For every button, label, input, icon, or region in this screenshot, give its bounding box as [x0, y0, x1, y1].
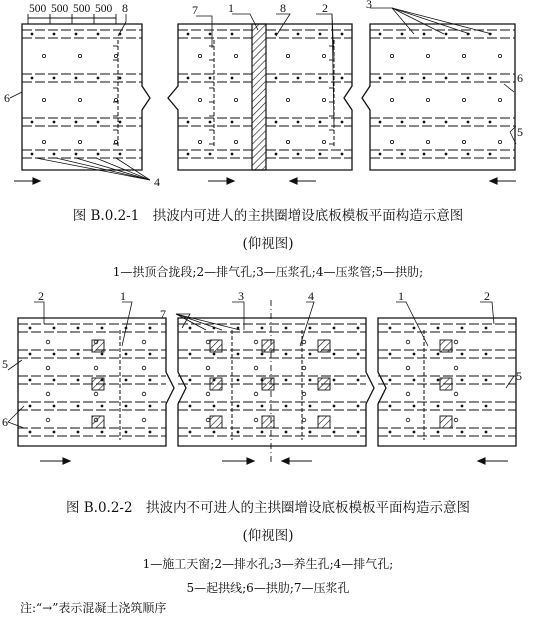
- hole-dot: [357, 379, 360, 382]
- vent-hole: [198, 98, 201, 101]
- hole-dot: [213, 353, 216, 356]
- hole-dot: [333, 327, 336, 330]
- fig1-legend: 1—拱顶合拢段;2—排气孔;3—压浆孔;4—压浆管;5—拱肋;: [112, 265, 424, 279]
- drain-hole: [206, 392, 210, 396]
- drain-hole: [142, 366, 146, 370]
- vent-hole: [42, 54, 45, 57]
- hole-dot: [75, 121, 78, 124]
- hole-dot: [53, 33, 56, 36]
- fig2-callout-6: 6: [2, 415, 8, 429]
- hole-dot: [189, 327, 192, 330]
- hole-dot: [489, 153, 492, 156]
- hole-dot: [97, 153, 100, 156]
- fig1-callout-6-left: 6: [4, 91, 10, 105]
- hole-dot: [29, 379, 32, 382]
- hole-dot: [97, 77, 100, 80]
- hole-dot: [485, 327, 488, 330]
- hole-dot: [75, 153, 78, 156]
- fig1-callout-1: 1: [228, 1, 234, 15]
- hole-dot: [445, 77, 448, 80]
- drain-hole: [406, 418, 410, 422]
- drain-hole: [254, 392, 258, 396]
- construction-window: [318, 378, 330, 390]
- drain-hole: [454, 366, 458, 370]
- hole-dot: [119, 77, 122, 80]
- hole-dot: [437, 431, 440, 434]
- hole-dot: [285, 379, 288, 382]
- hole-dot: [261, 431, 264, 434]
- drain-hole: [406, 366, 410, 370]
- hole-dot: [309, 431, 312, 434]
- hole-dot: [309, 327, 312, 330]
- hole-dot: [213, 405, 216, 408]
- hole-dot: [189, 405, 192, 408]
- hole-dot: [53, 379, 56, 382]
- hole-dot: [231, 121, 234, 124]
- hole-dot: [461, 431, 464, 434]
- hole-dot: [125, 405, 128, 408]
- hole-dot: [413, 353, 416, 356]
- hole-dot: [125, 353, 128, 356]
- drain-hole: [302, 340, 306, 344]
- hole-dot: [31, 77, 34, 80]
- drain-hole: [142, 392, 146, 396]
- figure1-plan-view: [4, 0, 523, 279]
- hole-dot: [285, 353, 288, 356]
- vent-hole: [78, 54, 81, 57]
- hole-dot: [423, 153, 426, 156]
- hole-dot: [31, 121, 34, 124]
- drain-hole: [454, 392, 458, 396]
- hole-dot: [53, 153, 56, 156]
- fig2-callout-5-right: 5: [516, 369, 522, 383]
- hole-dot: [389, 405, 392, 408]
- vent-hole: [390, 98, 393, 101]
- fig1-callout-6-right: 6: [517, 71, 523, 85]
- hole-dot: [309, 379, 312, 382]
- fig2-caption-subtitle: (仰视图): [242, 528, 294, 544]
- vent-hole: [390, 140, 393, 143]
- fig1-panel-right-outline: [362, 24, 515, 170]
- hole-dot: [413, 327, 416, 330]
- hole-dot: [53, 431, 56, 434]
- vent-hole: [234, 54, 237, 57]
- hole-dot: [189, 431, 192, 434]
- hole-dot: [275, 153, 278, 156]
- hole-dot: [379, 153, 382, 156]
- fig1-dimension-label: 500: [29, 3, 47, 15]
- hole-dot: [29, 353, 32, 356]
- fig1-callout-8-left: 8: [122, 1, 128, 15]
- hole-dot: [149, 405, 152, 408]
- hole-dot: [413, 405, 416, 408]
- construction-window: [440, 416, 452, 428]
- hole-dot: [97, 121, 100, 124]
- fig2-panel-middle-outline: [178, 318, 374, 446]
- hole-dot: [319, 121, 322, 124]
- hole-dot: [209, 121, 212, 124]
- hole-dot: [261, 327, 264, 330]
- drain-hole: [302, 392, 306, 396]
- hole-dot: [31, 153, 34, 156]
- hole-dot: [77, 405, 80, 408]
- vent-hole: [234, 140, 237, 143]
- hole-dot: [187, 121, 190, 124]
- hole-dot: [461, 405, 464, 408]
- vent-hole: [114, 140, 117, 143]
- hole-dot: [379, 77, 382, 80]
- hole-dot: [485, 431, 488, 434]
- hole-dot: [275, 121, 278, 124]
- hole-dot: [445, 33, 448, 36]
- hole-dot: [237, 379, 240, 382]
- hole-dot: [423, 121, 426, 124]
- drain-hole: [454, 418, 458, 422]
- hole-dot: [29, 431, 32, 434]
- hole-dot: [297, 153, 300, 156]
- vent-hole: [78, 98, 81, 101]
- hole-dot: [341, 77, 344, 80]
- fig1-panel-left-outline: [22, 24, 150, 170]
- hole-dot: [189, 353, 192, 356]
- vent-hole: [462, 140, 465, 143]
- hole-dot: [187, 153, 190, 156]
- drain-hole: [406, 392, 410, 396]
- fig2-pour-arrows: [40, 458, 508, 464]
- hole-dot: [149, 327, 152, 330]
- hole-dot: [75, 77, 78, 80]
- hole-dot: [53, 405, 56, 408]
- vent-hole: [286, 54, 289, 57]
- hole-dot: [101, 327, 104, 330]
- vent-hole: [426, 98, 429, 101]
- hole-dot: [357, 353, 360, 356]
- construction-window: [262, 340, 274, 352]
- drain-hole: [406, 340, 410, 344]
- hole-dot: [485, 353, 488, 356]
- hole-dot: [357, 327, 360, 330]
- construction-window: [92, 416, 104, 428]
- fig1-caption-subtitle: (仰视图): [242, 236, 294, 252]
- hole-dot: [437, 353, 440, 356]
- hole-dot: [437, 405, 440, 408]
- hole-dot: [437, 327, 440, 330]
- hole-dot: [125, 379, 128, 382]
- hole-dot: [53, 121, 56, 124]
- hole-dot: [189, 379, 192, 382]
- hole-dot: [379, 33, 382, 36]
- construction-window: [210, 416, 222, 428]
- drain-hole: [206, 418, 210, 422]
- vent-hole: [286, 98, 289, 101]
- hole-dot: [413, 379, 416, 382]
- hole-dot: [467, 121, 470, 124]
- hole-dot: [261, 353, 264, 356]
- hole-dot: [209, 33, 212, 36]
- hole-dot: [125, 431, 128, 434]
- fig2-caption-title: 图 B.0.2-2 拱波内不可进人的主拱圈增设底板模板平面构造示意图: [65, 500, 471, 516]
- hole-dot: [401, 153, 404, 156]
- hole-dot: [119, 153, 122, 156]
- hole-dot: [445, 121, 448, 124]
- hole-dot: [389, 327, 392, 330]
- hole-dot: [261, 405, 264, 408]
- fig1-dimension-label: 500: [73, 3, 91, 15]
- hole-dot: [401, 121, 404, 124]
- fig1-rib-rows: [22, 30, 515, 158]
- drain-hole: [206, 366, 210, 370]
- construction-window: [262, 378, 274, 390]
- hole-dot: [389, 353, 392, 356]
- hole-dot: [485, 405, 488, 408]
- construction-window: [440, 378, 452, 390]
- hole-dot: [341, 121, 344, 124]
- fig2-callout-2-left: 2: [38, 289, 44, 303]
- hole-dot: [29, 327, 32, 330]
- hole-dot: [231, 33, 234, 36]
- fig1-callout-2: 2: [322, 1, 328, 15]
- hole-dot: [423, 77, 426, 80]
- vent-hole: [114, 98, 117, 101]
- drain-hole: [254, 340, 258, 344]
- drain-hole: [46, 418, 50, 422]
- vent-hole: [322, 98, 325, 101]
- hole-dot: [209, 153, 212, 156]
- hole-dot: [75, 33, 78, 36]
- drain-hole: [142, 418, 146, 422]
- hole-dot: [333, 379, 336, 382]
- hole-dot: [297, 121, 300, 124]
- hole-dot: [231, 77, 234, 80]
- hole-dot: [149, 353, 152, 356]
- fig1-dimension-label: 500: [51, 3, 69, 15]
- fig1-closure-section: [252, 24, 266, 170]
- hole-dot: [285, 327, 288, 330]
- fig2-callout-1-left: 1: [120, 289, 126, 303]
- fig2-callout-4: 4: [308, 289, 314, 303]
- vent-hole: [462, 98, 465, 101]
- construction-window: [262, 416, 274, 428]
- hole-dot: [119, 121, 122, 124]
- hole-dot: [309, 405, 312, 408]
- vent-hole: [498, 54, 501, 57]
- hole-dot: [29, 405, 32, 408]
- hole-dot: [389, 379, 392, 382]
- vent-hole: [322, 54, 325, 57]
- hole-dot: [237, 405, 240, 408]
- hole-dot: [333, 353, 336, 356]
- hole-dot: [357, 431, 360, 434]
- hole-dot: [461, 379, 464, 382]
- vent-hole: [426, 54, 429, 57]
- hole-dot: [333, 405, 336, 408]
- vent-hole: [498, 98, 501, 101]
- hole-dot: [485, 379, 488, 382]
- drain-hole: [206, 340, 210, 344]
- hole-dot: [319, 77, 322, 80]
- hole-dot: [357, 405, 360, 408]
- vent-hole: [234, 98, 237, 101]
- hole-dot: [389, 431, 392, 434]
- fig2-legend-line2: 5—起拱线;6—拱肋;7—压浆孔: [186, 581, 350, 595]
- hole-dot: [275, 77, 278, 80]
- hole-dot: [489, 77, 492, 80]
- drain-hole: [46, 340, 50, 344]
- hole-dot: [401, 77, 404, 80]
- fig2-callout-7: 7: [160, 307, 166, 321]
- fig2-leader-lines: [8, 302, 514, 428]
- hole-dot: [213, 431, 216, 434]
- hole-dot: [461, 327, 464, 330]
- vent-hole: [498, 140, 501, 143]
- construction-window: [318, 416, 330, 428]
- hole-dot: [237, 431, 240, 434]
- hole-dot: [285, 431, 288, 434]
- hole-dot: [341, 33, 344, 36]
- construction-window: [440, 340, 452, 352]
- hole-dot: [149, 431, 152, 434]
- vent-hole: [198, 54, 201, 57]
- fig1-callout-3: 3: [366, 0, 372, 11]
- construction-window: [210, 340, 222, 352]
- vent-hole: [42, 98, 45, 101]
- fig2-callout-5-left: 5: [2, 357, 8, 371]
- vent-hole: [322, 140, 325, 143]
- drain-hole: [94, 366, 98, 370]
- hole-dot: [101, 431, 104, 434]
- hole-dot: [467, 153, 470, 156]
- drain-hole: [454, 340, 458, 344]
- hole-dot: [297, 77, 300, 80]
- figure2-plan-view: [2, 289, 522, 595]
- vent-hole: [286, 140, 289, 143]
- fig2-construction-windows: [92, 330, 452, 440]
- hole-dot: [149, 379, 152, 382]
- hole-dot: [209, 77, 212, 80]
- hole-dot: [77, 327, 80, 330]
- hole-dot: [53, 327, 56, 330]
- drain-hole: [142, 340, 146, 344]
- hole-dot: [319, 153, 322, 156]
- hole-dot: [401, 33, 404, 36]
- fig1-callout-5: 5: [517, 125, 523, 139]
- drain-hole: [302, 366, 306, 370]
- hole-dot: [423, 33, 426, 36]
- vent-hole: [462, 54, 465, 57]
- drain-hole: [94, 392, 98, 396]
- hole-dot: [77, 353, 80, 356]
- construction-window: [92, 378, 104, 390]
- vent-hole: [78, 140, 81, 143]
- fig2-callout-2-right: 2: [484, 289, 490, 303]
- construction-window: [210, 378, 222, 390]
- hole-dot: [77, 379, 80, 382]
- fig1-callout-7: 7: [192, 3, 198, 17]
- vent-hole: [426, 140, 429, 143]
- hole-dot: [445, 153, 448, 156]
- fig1-pour-arrows: [14, 178, 516, 184]
- hole-dot: [187, 33, 190, 36]
- hole-dot: [489, 121, 492, 124]
- vent-hole: [114, 54, 117, 57]
- fig1-dimension-label: 500: [95, 3, 113, 15]
- hole-dot: [53, 353, 56, 356]
- hole-dot: [333, 431, 336, 434]
- drain-hole: [254, 366, 258, 370]
- fig2-legend-line1: 1—施工天窗;2—排水孔;3—养生孔;4—排气孔;: [142, 557, 394, 571]
- construction-window: [92, 340, 104, 352]
- hole-dot: [31, 33, 34, 36]
- fig2-callout-3: 3: [238, 289, 244, 303]
- hole-dot: [467, 77, 470, 80]
- hole-dot: [231, 153, 234, 156]
- hole-dot: [379, 121, 382, 124]
- vent-hole: [198, 140, 201, 143]
- fig2-callout-1-right: 1: [398, 289, 404, 303]
- fig1-callout-8-right: 8: [280, 1, 286, 15]
- hole-dot: [97, 33, 100, 36]
- drain-hole: [254, 418, 258, 422]
- vent-hole: [390, 54, 393, 57]
- hole-dot: [297, 33, 300, 36]
- hole-dot: [77, 431, 80, 434]
- hole-dot: [309, 353, 312, 356]
- hole-dot: [437, 379, 440, 382]
- fig1-caption-title: 图 B.0.2-1 拱波内可进人的主拱圈增设底板模板平面构造示意图: [72, 208, 464, 224]
- hole-dot: [413, 431, 416, 434]
- hole-dot: [461, 353, 464, 356]
- hole-dot: [285, 405, 288, 408]
- hole-dot: [101, 353, 104, 356]
- hole-dot: [101, 405, 104, 408]
- note: 注:“→”表示混凝土浇筑顺序: [20, 601, 167, 615]
- hole-dot: [341, 153, 344, 156]
- hole-dot: [237, 353, 240, 356]
- hole-dot: [187, 77, 190, 80]
- drain-hole: [46, 392, 50, 396]
- hole-dot: [319, 33, 322, 36]
- vent-hole: [42, 140, 45, 143]
- construction-window: [318, 340, 330, 352]
- drain-hole: [302, 418, 306, 422]
- fig1-callout-4: 4: [154, 175, 160, 189]
- drain-hole: [46, 366, 50, 370]
- hole-dot: [53, 77, 56, 80]
